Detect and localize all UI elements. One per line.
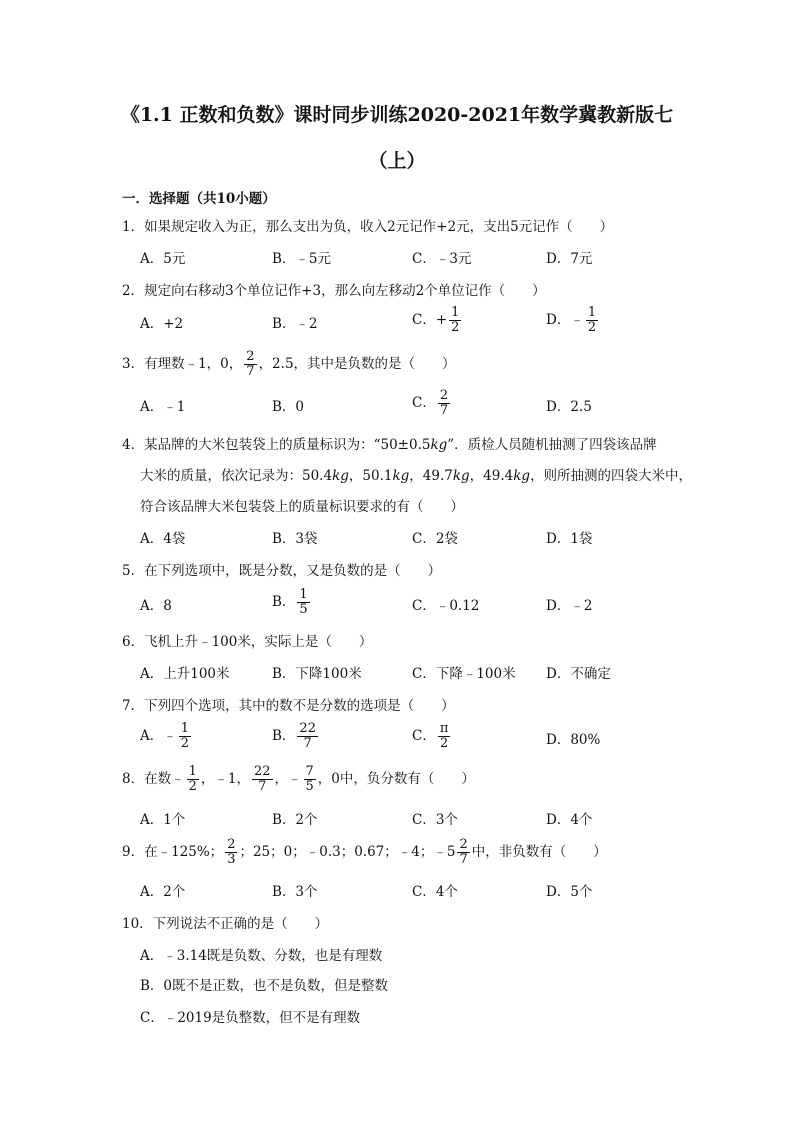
page-title: 《1.1 正数和负数》课时同步训练2020-2021年数学冀教新版七 [120, 104, 674, 126]
question-4-line-2: 大米的质量，依次记录为：50.4kg，50.1kg，49.7kg，49.4kg，则所抽测的四袋大米中， [140, 468, 693, 484]
q7-option-d: D．80% [546, 732, 601, 748]
section-heading: 一．选择题（共10小题） [122, 191, 276, 207]
q2-option-b: B．﹣2 [272, 316, 318, 332]
question-3: 3．有理数﹣1，0， $\frac{2}{7}$ ，2.5，其中是负数的是（ ） [122, 349, 456, 379]
q1-option-c: C．﹣3元 [412, 251, 472, 267]
q10-option-a: A．﹣3.14既是负数、分数，也是有理数 [140, 948, 383, 964]
q8-option-d: D．4个 [546, 812, 593, 828]
q8-option-b: B．2个 [272, 812, 318, 828]
q9-option-c: C．4个 [412, 884, 458, 900]
question-6: 6．飞机上升﹣100米，实际上是（ ） [122, 634, 373, 650]
fraction: $\frac{1}{2}$ [587, 305, 597, 335]
question-8: 8．在数﹣ $\frac{1}{2}$ ，﹣1， $\frac{22}{7}$ ，﹣ $\frac{7}{5}$ ，0中，负分数有（ ） [122, 764, 475, 794]
q6-option-a: A．上升100米 [140, 666, 230, 682]
fraction: $\frac{2}{7}$ [439, 388, 449, 418]
q1-option-a: A．5元 [140, 251, 186, 267]
fraction: $\frac{1}{2}$ [451, 305, 460, 335]
fraction: $\frac{22}{7}$ [253, 764, 271, 794]
q3-option-c: C． $\frac{2}{7}$ [412, 388, 449, 418]
fraction: $\frac{2}{7}$ [246, 349, 255, 379]
q3-option-b: B．0 [272, 399, 305, 415]
q2-option-d: D．﹣ $\frac{1}{2}$ [546, 305, 597, 335]
q1-option-b: B．﹣5元 [272, 251, 332, 267]
q5-option-d: D．﹣2 [546, 598, 593, 614]
fraction: $\frac{\pi}{2}$ [439, 721, 449, 751]
fraction: $\frac{1}{2}$ [180, 721, 190, 751]
question-9: 9．在﹣125%； $\frac{2}{3}$ ；25；0；﹣0.3；0.67；﹣4；﹣5 $\frac{2}{7}$ 中，非负数有（ ） [122, 837, 607, 867]
q3-option-a: A．﹣1 [140, 399, 186, 415]
question-5: 5．在下列选项中，既是分数，又是负数的是（ ） [122, 563, 442, 579]
q5-option-c: C．﹣0.12 [412, 598, 480, 614]
q4-option-a: A．4袋 [140, 531, 186, 547]
q5-option-a: A．8 [140, 598, 172, 614]
question-4-line-3: 符合该品牌大米包装袋上的质量标识要求的有（ ） [140, 499, 464, 515]
q6-option-c: C．下降﹣100米 [412, 666, 516, 682]
q1-option-d: D．7元 [546, 251, 593, 267]
q4-option-b: B．3袋 [272, 531, 318, 547]
fraction: $\frac{7}{5}$ [305, 764, 314, 794]
q7-option-a: A．﹣ $\frac{1}{2}$ [140, 721, 190, 751]
fraction: $\frac{1}{2}$ [188, 764, 197, 794]
q8-option-a: A．1个 [140, 812, 186, 828]
q9-option-d: D．5个 [546, 884, 593, 900]
q9-option-a: A．2个 [140, 884, 186, 900]
fraction: $\frac{22}{7}$ [299, 721, 316, 751]
fraction: $\frac{2}{3}$ [227, 837, 236, 867]
q5-option-b: B． $\frac{1}{5}$ [272, 587, 308, 617]
question-4-line-1: 4．某品牌的大米包装袋上的质量标识为：“50±0.5kg”．质检人员随机抽测了四袋该品牌 [122, 437, 657, 453]
q6-option-d: D．不确定 [546, 666, 611, 682]
q6-option-b: B．下降100米 [272, 666, 362, 682]
q4-option-d: D．1袋 [546, 531, 593, 547]
q9-option-b: B．3个 [272, 884, 318, 900]
q4-option-c: C．2袋 [412, 531, 458, 547]
q10-option-c: C．﹣2019是负整数，但不是有理数 [140, 1010, 361, 1026]
fraction: $\frac{2}{7}$ [459, 837, 468, 867]
q2-option-c: C．+ $\frac{1}{2}$ [412, 305, 460, 335]
question-7: 7．下列四个选项，其中的数不是分数的选项是（ ） [122, 698, 455, 714]
q8-option-c: C．3个 [412, 812, 458, 828]
q10-option-b: B．0既不是正数，也不是负数，但是整数 [140, 978, 389, 994]
q3-option-d: D．2.5 [546, 399, 592, 415]
q2-option-a: A．+2 [140, 316, 184, 332]
question-2: 2．规定向右移动3个单位记作+3，那么向左移动2个单位记作（ ） [122, 283, 546, 299]
fraction: $\frac{1}{5}$ [299, 587, 308, 617]
question-1: 1．如果规定收入为正，那么支出为负，收入2元记作+2元，支出5元记作（ ） [122, 219, 614, 235]
question-10: 10．下列说法不正确的是（ ） [122, 916, 329, 932]
q7-option-c: C． $\frac{\pi}{2}$ [412, 721, 449, 751]
page-title-continued: （上） [368, 150, 426, 172]
q7-option-b: B． $\frac{22}{7}$ [272, 721, 316, 751]
